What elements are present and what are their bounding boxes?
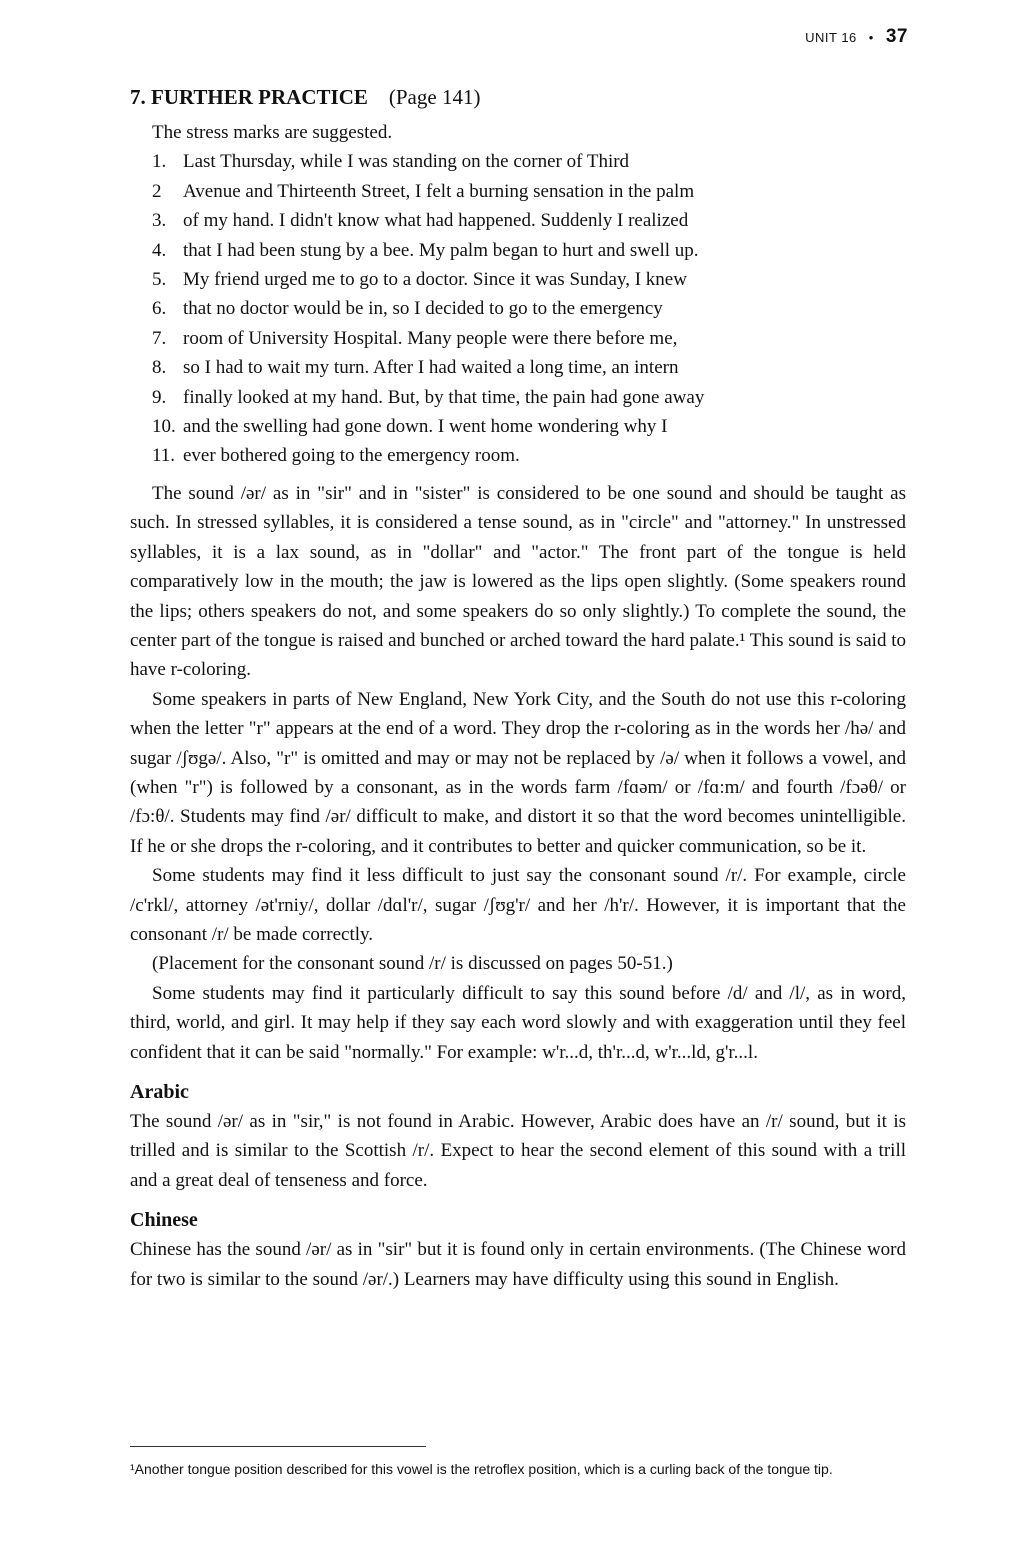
paragraph-sound-description: The sound /ər/ as in "sir" and in "sister" is considered to be one sound and should be taught as such. In stressed syllables, it is considered a tense sound, as in "circle" and "attorney." In unstressed syllables, it is a lax sound, as in "dollar" and "actor." The front part of the tongue is held comparatively low in the mouth; the jaw is lowered as the lips open slightly. (Some speakers round the lips; others speakers do not, and some speakers do so only slightly.) To complete the sound, the center part of the tongue is raised and bunched or arched toward the hard palate.¹ This sound is said to have r-coloring.	[130, 482, 906, 681]
footnote: ¹Another tongue position described for this vowel is the retroflex position, which is a curling back of the tongue tip.	[130, 1461, 833, 1477]
section-page-ref: (Page 141)	[388, 85, 481, 109]
footnote-divider	[130, 1446, 426, 1447]
language-heading-chinese: Chinese	[130, 1209, 198, 1232]
running-header	[805, 26, 908, 48]
main-content	[130, 82, 906, 1294]
practice-line: 6. that no doctor would be in, so I decided to go to the emergency	[152, 298, 663, 320]
paragraph-consonant-alternative: Some students may find it less difficult to just say the consonant sound /r/. For example, circle /c'rkl/, attorney /ət'rniy/, dollar /dɑl'r/, sugar /ʃʊg'r/ and her /h'r/. However, it is important that the consonant /r/ be made correctly.	[130, 865, 906, 945]
practice-block	[152, 118, 906, 471]
practice-list	[152, 147, 906, 470]
practice-line: 8. so I had to wait my turn. After I had waited a long time, an intern	[152, 357, 679, 379]
practice-line: 3. of my hand. I didn't know what had happened. Suddenly I realized	[152, 210, 689, 232]
paragraph-placement-note: (Placement for the consonant sound /r/ is discussed on pages 50-51.)	[152, 953, 673, 975]
paragraph-difficult-contexts: Some students may find it particularly difficult to say this sound before /d/ and /l/, as in word, third, world, and girl. It may help if they say each word slowly and with exaggeration until they feel confident that it can be said "normally." For example: w'r...d, th'r...d, w'r...ld, g'r...l.	[130, 982, 906, 1063]
unit-label: UNIT 16	[805, 30, 857, 45]
section-heading	[130, 82, 906, 112]
page-number: 37	[885, 26, 908, 47]
language-heading-arabic: Arabic	[130, 1081, 189, 1103]
language-text-arabic: The sound /ər/ as in "sir," is not found in Arabic. However, Arabic does have an /r/ sound, but it is trilled and is similar to the Scottish /r/. Expect to hear the second element of this sound with a trill and a great deal of tenseness and force.	[130, 1111, 906, 1191]
paragraph-regional-speakers: Some speakers in parts of New England, New York City, and the South do not use this r-coloring when the letter "r" appears at the end of a word. They drop the r-coloring as in the words her /hə/ and sugar /ʃʊgə/. Also, "r" is omitted and may or may not be replaced by /ə/ when it follows a vowel, and (when "r") is followed by a consonant, as in the words farm /fɑəm/ or /fɑ:m/ and fourth /fɔəθ/ or /fɔ:θ/. Students may find /ər/ difficult to make, and distort it so that the word becomes unintelligible. If he or she drops the r-coloring, and it contributes to better and quicker communication, so be it.	[130, 688, 906, 857]
practice-line: 10. and the swelling had gone down. I went home wondering why I	[152, 416, 668, 438]
language-text-chinese: Chinese has the sound /ər/ as in "sir" but it is found only in certain environments. (The Chinese word for two is similar to the sound /ər/.) Learners may have difficulty using this sound in English.	[130, 1239, 906, 1290]
practice-line: 11. ever bothered going to the emergency room.	[152, 445, 520, 467]
practice-line: 9. finally looked at my hand. But, by that time, the pain had gone away	[152, 386, 705, 408]
practice-line: 1. Last Thursday, while I was standing on the corner of Third	[152, 151, 630, 173]
practice-line: 2 Avenue and Thirteenth Street, I felt a burning sensation in the palm	[152, 180, 695, 202]
practice-line: 4. that I had been stung by a bee. My palm began to hurt and swell up.	[152, 239, 699, 261]
section-title: 7. FURTHER PRACTICE	[130, 85, 368, 109]
header-separator: •	[868, 30, 874, 45]
practice-line: 5. My friend urged me to go to a doctor. Since it was Sunday, I knew	[152, 269, 687, 291]
practice-line: 7. room of University Hospital. Many people were there before me,	[152, 327, 678, 349]
practice-intro: The stress marks are suggested.	[152, 122, 393, 143]
